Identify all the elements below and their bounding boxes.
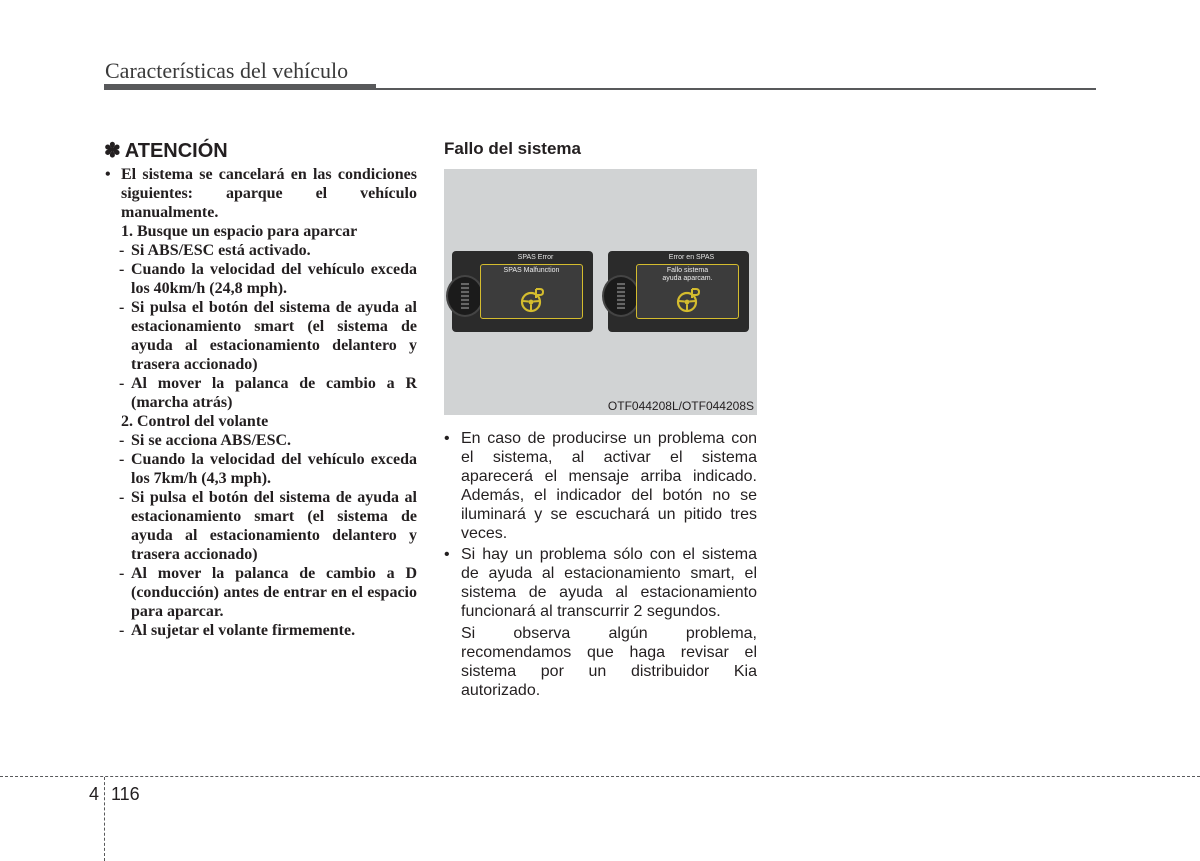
header-rule-thin [376, 88, 1096, 90]
cluster-display-figure [444, 169, 757, 415]
cluster-screen-spanish [608, 251, 749, 332]
screen-title: SPAS Error [517, 254, 554, 261]
warning-message: SPAS Malfunction [503, 267, 560, 274]
bullet-paragraph [444, 545, 757, 621]
group1-item [104, 241, 417, 260]
group1-item [104, 374, 417, 412]
steering-parking-icon [519, 287, 545, 313]
group2-item-text: Si se acciona ABS/ESC. [131, 432, 292, 449]
warning-panel [480, 264, 583, 319]
dash-icon: - [119, 622, 125, 639]
screen-title: Error en SPAS [668, 254, 715, 261]
group1-item-text: Si pulsa el botón del sistema de ayuda al estacionamiento smart (el sistema de ayuda al estacionamiento delantero y trasera accionado) [131, 299, 417, 373]
dash-icon: - [119, 451, 125, 468]
page-header-title: Características del vehículo [105, 58, 349, 83]
page-number: 116 [111, 784, 140, 804]
group2-item [104, 488, 417, 564]
attention-box [104, 138, 417, 640]
bullet-icon: • [105, 166, 111, 183]
warning-panel [636, 264, 739, 319]
bullet-text: Si hay un problema sólo con el sistema de ayuda al estacionamiento smart, el sistema de ayuda al estacionamiento funcionará al transcurrir 2 segundos. [461, 546, 757, 620]
group2-item [104, 564, 417, 621]
footer-divider [104, 777, 105, 861]
group2-item-text: Cuando la velocidad del vehículo exceda los 7km/h (4,3 mph). [131, 451, 417, 487]
recommendation-paragraph: Si observa algún problema, recomendamos que haga revisar el sistema por un distribuidor Kia autorizado. [461, 625, 757, 699]
bullet-text: En caso de producirse un problema con el sistema, al activar el sistema aparecerá el mensaje arriba indicado. Además, el indicador del botón no se iluminará y se escuchará un pitido tres veces. [461, 430, 757, 542]
group2-item [104, 450, 417, 488]
bullet-icon: • [444, 546, 450, 563]
group1-title: 1. Busque un espacio para aparcar [121, 223, 358, 240]
chapter-number: 4 [89, 784, 100, 804]
dash-icon: - [119, 242, 125, 259]
dash-icon: - [119, 299, 125, 316]
system-failure-section [444, 138, 757, 699]
asterisk-icon: ✽ [104, 140, 121, 162]
dash-icon: - [119, 261, 125, 278]
cluster-knob-icon [446, 275, 484, 317]
cluster-screen-english [452, 251, 593, 332]
attention-heading [104, 138, 417, 163]
cluster-knob-icon [602, 275, 640, 317]
section-title: Fallo del sistema [444, 139, 581, 158]
group2-item [104, 431, 417, 450]
group2-item-text: Si pulsa el botón del sistema de ayuda al estacionamiento smart (el sistema de ayuda al estacionamiento delantero y trasera accionado) [131, 489, 417, 563]
group1-item-text: Si ABS/ESC está activado. [131, 242, 311, 259]
group1-item-text: Al mover la palanca de cambio a R (marcha atrás) [131, 375, 417, 411]
dash-icon: - [119, 432, 125, 449]
attention-title-text: ATENCIÓN [124, 140, 228, 162]
group2-title: 2. Control del volante [121, 413, 269, 430]
attention-intro-text: El sistema se cancelará en las condiciones siguientes: aparque el vehículo manualmente. [121, 166, 417, 221]
attention-intro [104, 165, 417, 222]
dash-icon: - [119, 489, 125, 506]
group2-item-text: Al mover la palanca de cambio a D (conducción) antes de entrar en el espacio para aparcar. [131, 565, 417, 620]
group1-item-text: Cuando la velocidad del vehículo exceda los 40km/h (24,8 mph). [131, 261, 417, 297]
group1-item [104, 298, 417, 374]
header-rule-thick [104, 84, 376, 90]
failure-body [444, 429, 757, 700]
bullet-paragraph [444, 429, 757, 543]
group1-item [104, 260, 417, 298]
dash-icon: - [119, 565, 125, 582]
footer-rule [0, 776, 1200, 777]
steering-parking-icon [675, 287, 701, 313]
attention-body [104, 165, 417, 640]
bullet-icon: • [444, 430, 450, 447]
figure-caption: OTF044208L/OTF044208S [607, 399, 754, 413]
group2-item [104, 621, 417, 640]
dash-icon: - [119, 375, 125, 392]
group2-item-text: Al sujetar el volante firmemente. [131, 622, 356, 639]
warning-message: Fallo sistema ayuda aparcam. [662, 267, 713, 282]
